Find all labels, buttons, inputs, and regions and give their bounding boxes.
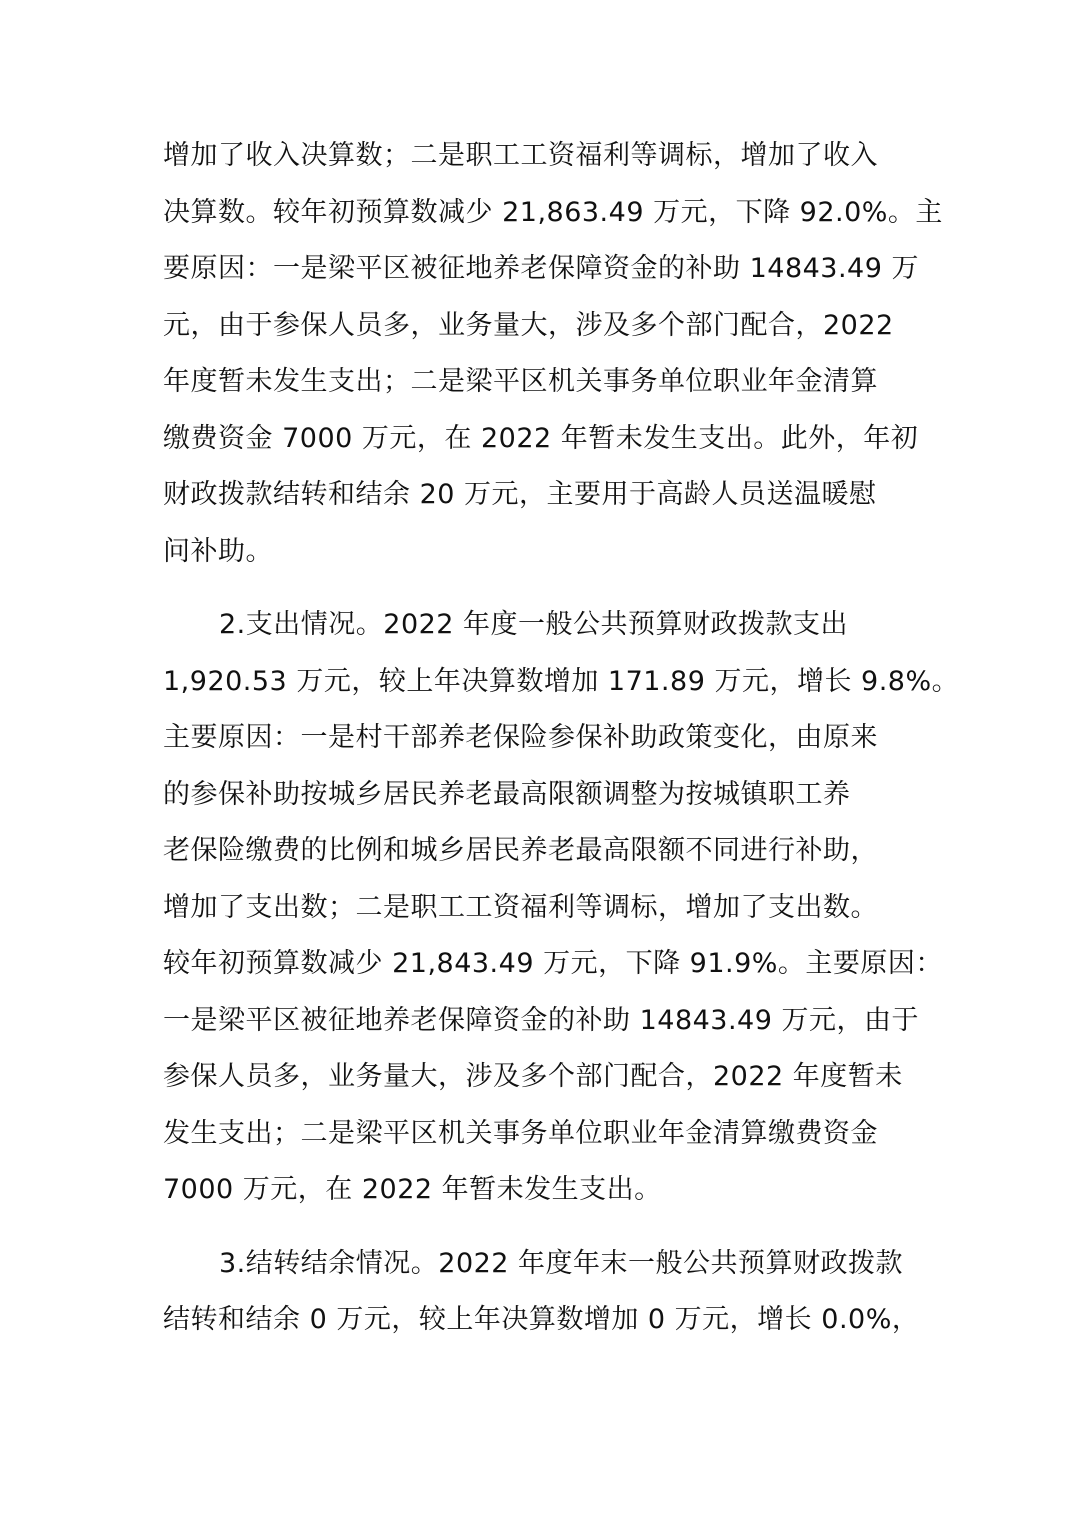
text-line: 主要原因：一是村干部养老保险参保补助政策变化，由原来 bbox=[163, 722, 878, 753]
text-line: 年度暂未发生支出；二是梁平区机关事务单位职业年金清算 bbox=[163, 366, 878, 397]
text-line: 3.结转结余情况。2022 年度年末一般公共预算财政拨款 bbox=[219, 1247, 904, 1279]
text-line: 元，由于参保人员多，业务量大，涉及多个部门配合，2022 bbox=[163, 309, 894, 341]
text-line: 要原因：一是梁平区被征地养老保障资金的补助 14843.49 万 bbox=[163, 253, 919, 284]
document-body bbox=[163, 128, 960, 1349]
paragraph-income-continuation bbox=[163, 128, 943, 580]
text-line: 增加了支出数；二是职工工资福利等调标，增加了支出数。 bbox=[163, 891, 878, 923]
text-line: 2.支出情况。2022 年度一般公共预算财政拨款支出 bbox=[219, 609, 849, 640]
text-line: 缴费资金 7000 万元，在 2022 年暂未发生支出。此外，年初 bbox=[163, 422, 919, 454]
paragraph-carryover bbox=[163, 1236, 920, 1349]
text-line: 问补助。 bbox=[163, 535, 273, 567]
text-line: 增加了收入决算数；二是职工工资福利等调标，增加了收入 bbox=[163, 140, 878, 171]
text-line: 1,920.53 万元，较上年决算数增加 171.89 万元，增长 9.8%。 bbox=[163, 665, 960, 697]
paragraph-spacer bbox=[163, 1219, 913, 1236]
text-line: 一是梁平区被征地养老保障资金的补助 14843.49 万元，由于 bbox=[163, 1004, 919, 1036]
text-line: 结转和结余 0 万元，较上年决算数增加 0 万元，增长 0.0%， bbox=[163, 1304, 920, 1335]
paragraph-expenditure bbox=[163, 597, 960, 1219]
text-line: 财政拨款结转和结余 20 万元，主要用于高龄人员送温暖慰 bbox=[163, 479, 877, 510]
text-line: 较年初预算数减少 21,843.49 万元，下降 91.9%。主要原因： bbox=[163, 948, 943, 979]
text-line: 老保险缴费的比例和城乡居民养老最高限额不同进行补助， bbox=[163, 835, 878, 866]
text-line: 决算数。较年初预算数减少 21,863.49 万元，下降 92.0%。主 bbox=[163, 196, 943, 228]
text-line: 发生支出；二是梁平区机关事务单位职业年金清算缴费资金 bbox=[163, 1117, 878, 1149]
paragraph-spacer bbox=[163, 580, 913, 597]
text-line: 的参保补助按城乡居民养老最高限额调整为按城镇职工养 bbox=[163, 778, 851, 810]
text-line: 参保人员多，业务量大，涉及多个部门配合，2022 年度暂未 bbox=[163, 1061, 903, 1092]
text-line: 7000 万元，在 2022 年暂未发生支出。 bbox=[163, 1174, 662, 1205]
